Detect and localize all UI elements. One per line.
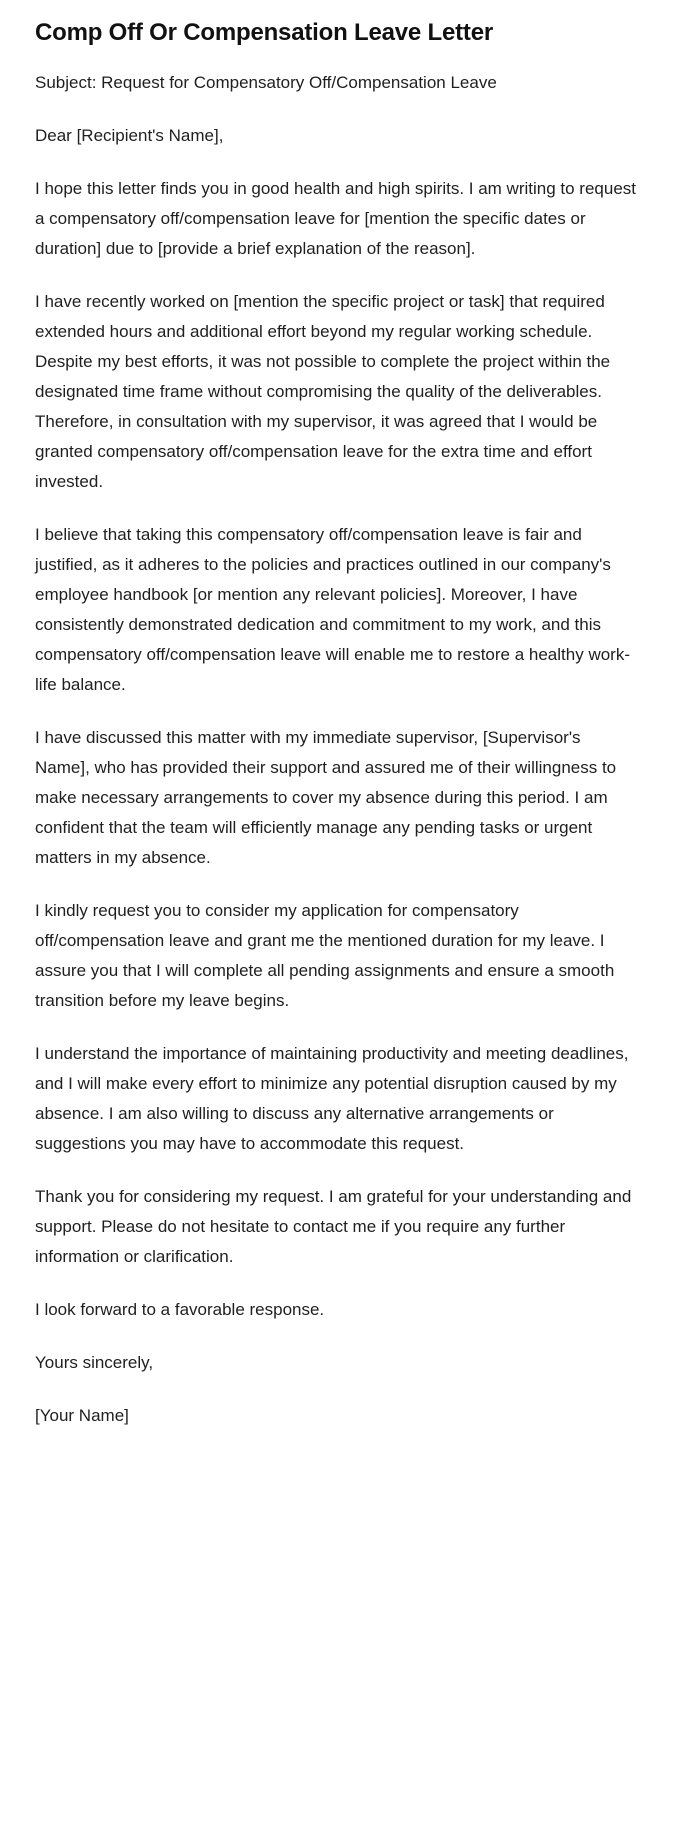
body-paragraph: Thank you for considering my request. I am grateful for your understanding and support. Please do not hesitate to contact me if you require any further information or clarification. <box>35 1187 632 1266</box>
body-paragraph: I understand the importance of maintaining productivity and meeting deadlines, and I will make every effort to minimize any potential disruption caused by my absence. I am also willing to discuss any alternative arrangements or suggestions you may have to accommodate this request. <box>35 1044 629 1153</box>
body-paragraph: I have discussed this matter with my immediate supervisor, [Supervisor's Name], who has provided their support and assured me of their willingness to make necessary arrangements to cover my absence during this period. I am confident that the team will efficiently manage any pending tasks or urgent matters in my absence. <box>35 728 617 867</box>
body-paragraph: I have recently worked on [mention the specific project or task] that required extended hours and additional effort beyond my regular working schedule. Despite my best efforts, it was not possible to complete the project within the designated time frame without compromising the quality of the deliverables. Therefore, in consultation with my supervisor, it was agreed that I would be granted compensatory off/compensation leave for the extra time and effort invested. <box>35 292 611 491</box>
closing-line: Yours sincerely, <box>35 1353 154 1372</box>
subject-line: Subject: Request for Compensatory Off/Compensation Leave <box>35 73 497 92</box>
letter-body <box>35 68 638 1431</box>
body-paragraph: I look forward to a favorable response. <box>35 1300 325 1319</box>
body-paragraph: I kindly request you to consider my application for compensatory off/compensation leave and grant me the mentioned duration for my leave. I assure you that I will complete all pending assignments and ensure a smooth transition before my leave begins. <box>35 901 615 1010</box>
signature-name: [Your Name] <box>35 1406 129 1425</box>
salutation-line: Dear [Recipient's Name], <box>35 126 224 145</box>
body-paragraph: I hope this letter finds you in good health and high spirits. I am writing to request a compensatory off/compensation leave for [mention the specific dates or duration] due to [provide a brief explanation of the reason]. <box>35 179 637 258</box>
page-title: Comp Off Or Compensation Leave Letter <box>35 19 493 46</box>
body-paragraph: I believe that taking this compensatory off/compensation leave is fair and justified, as it adheres to the policies and practices outlined in our company's employee handbook [or mention any relevant policies]. Moreover, I have consistently demonstrated dedication and commitment to my work, and this compensatory off/compensation leave will enable me to restore a healthy work-life balance. <box>35 525 630 694</box>
